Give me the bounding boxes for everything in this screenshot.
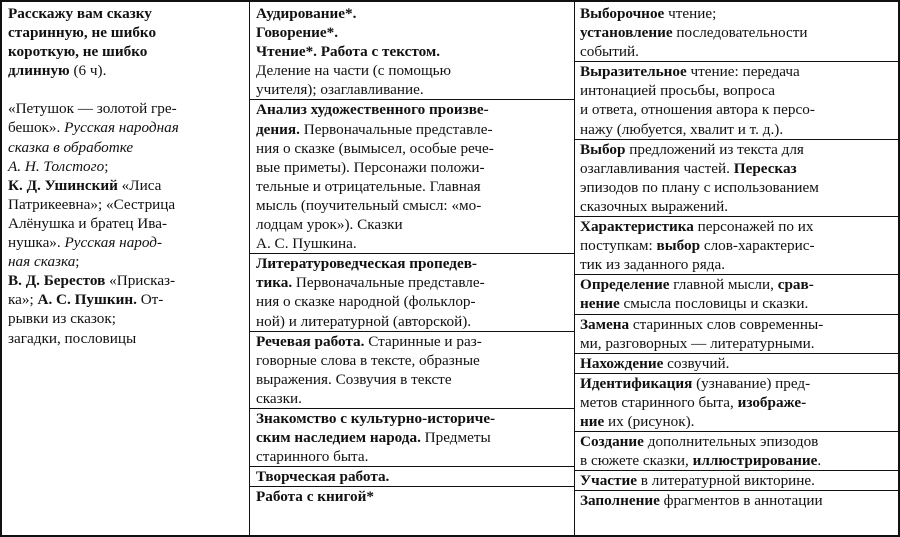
author-berestov: В. Д. Берестов [8, 272, 106, 290]
activity-text: их (рисунок). [604, 412, 695, 430]
activity-row-1 [580, 4, 895, 61]
speech-title: Речевая работа. [256, 332, 365, 350]
literary-section [250, 253, 574, 330]
reading-list [8, 99, 245, 347]
work-1-source: Русская народная сказка в обработке А. Н. Толстого [8, 119, 179, 175]
activity-keyword: установление [580, 24, 673, 42]
topic-column [2, 2, 249, 535]
activity-keyword: Заполнение [580, 492, 660, 510]
activity-keyword: Определение [580, 276, 670, 294]
activity-text: фрагментов в аннотации [659, 492, 823, 510]
spacer [8, 80, 245, 99]
activity-row-6 [575, 314, 898, 353]
activities-heading: Аудирование*. Говорение*. Чтение*. Работа с текстом. [256, 5, 441, 61]
activity-text: персонажей по их поступкам: [580, 218, 814, 255]
work-1-end: ; [104, 157, 109, 175]
activity-keyword: Выборочное [580, 5, 665, 22]
book-section [250, 486, 574, 506]
activity-text: (узнавание) пред- метов старинного быта, [580, 374, 811, 411]
analysis-text: Первоначальные представле- ния о сказке (вымысел, особые рече- вые приметы). Персонажи положи- тельные и отрицательные. Главная мысль (поучительный смысл: «мо- лодцам урок»). Сказки А. С. Пушкина. [256, 120, 494, 253]
activity-keyword: Нахождение [580, 354, 664, 372]
culture-section [250, 408, 574, 466]
literary-text: Первоначальные представле- ния о сказке народной (фольклор- ной) и литературной (авторской). [256, 274, 485, 330]
activity-text: старинных слов современны- ми, разговорных — литературными. [580, 315, 824, 352]
work-4-text: От- рывки из сказок; загадки, пословицы [8, 291, 164, 347]
activity-keyword: Пересказ [733, 159, 797, 177]
activities-column [574, 2, 898, 535]
activity-text: смысла пословицы и сказки. [619, 295, 809, 313]
activity-keyword: изображе- ние [580, 393, 807, 430]
activity-keyword: Идентификация [580, 374, 693, 392]
author-ushinsky: К. Д. Ушинский [8, 176, 118, 194]
activity-row-2 [575, 61, 898, 138]
topic-title: Расскажу вам сказку старинную, не шибко короткую, не шибко длинную [8, 5, 157, 80]
activity-text: предложений из текста для озаглавливания частей. [580, 140, 804, 177]
activity-keyword: Участие [580, 472, 637, 490]
activity-text: эпизодов по плану с использованием сказочных выражений. [580, 178, 819, 215]
activity-text: . [817, 452, 822, 470]
content-column [249, 2, 574, 535]
activity-row-9 [575, 431, 898, 470]
activity-keyword: Замена [580, 315, 630, 333]
book-title: Работа с книгой* [256, 488, 374, 506]
activities-text: Деление на части (с помощью учителя); озаглавливание. [256, 62, 451, 99]
creative-title: Творческая работа. [256, 468, 390, 486]
activity-keyword: Выбор [580, 140, 626, 158]
activity-row-5 [575, 274, 898, 313]
activity-text: чтение; [668, 5, 717, 22]
work-2-titles: «Лиса Патрикеевна»; «Сестрица Алёнушка и братец Ива- нушка». [8, 176, 176, 252]
literary-title: Литературоведческая пропедев- тика. [256, 255, 477, 292]
activity-row-3 [575, 139, 898, 216]
activity-row-4 [575, 216, 898, 274]
work-3-title: «Присказ- ка»; [8, 272, 176, 309]
activity-text: последовательности событий. [580, 24, 808, 61]
activity-keyword: иллюстрирование [692, 452, 818, 470]
activity-keyword: Характеристика [580, 218, 694, 236]
culture-title: Знакомство с культурно-историче- ским наследием народа. [256, 409, 496, 447]
author-pushkin: А. С. Пушкин. [37, 291, 137, 309]
activity-text: дополнительных эпизодов в сюжете сказки, [580, 433, 819, 470]
work-2-end: ; [75, 253, 80, 271]
creative-section [250, 466, 574, 486]
activity-text: чтение: передача интонацией просьбы, вопроса и ответа, отношения автора к персо- нажу (любуется, хвалит и т. д.). [580, 63, 815, 138]
speech-section [250, 331, 574, 408]
work-1-title: «Петушок — золотой гре- бешок». [8, 100, 177, 137]
activity-row-7 [575, 353, 898, 373]
speech-text: Старинные и раз- говорные слова в тексте, образные выражения. Созвучия в тексте сказки. [256, 332, 482, 407]
activity-text: главной мысли, [669, 276, 778, 294]
activity-text: слов-характерис- тик из заданного ряда. [580, 237, 815, 274]
activity-keyword: срав- нение [580, 276, 814, 313]
activity-keyword: Создание [580, 433, 644, 451]
activity-text: в литературной викторине. [637, 472, 815, 490]
analysis-section [250, 99, 574, 253]
activity-row-11 [575, 490, 898, 510]
activity-keyword: Выразительное [580, 63, 687, 81]
culture-text: Предметы старинного быта. [256, 429, 491, 466]
topic-hours: (6 ч). [69, 62, 107, 80]
activity-keyword: выбор [656, 237, 701, 255]
activity-row-8 [575, 373, 898, 431]
activities-block [256, 4, 570, 99]
analysis-title: Анализ художественного произве- дения. [256, 101, 489, 138]
activity-row-10 [575, 470, 898, 490]
work-2-source: Русская народ- ная сказка [8, 234, 163, 271]
activity-text: созвучий. [663, 354, 730, 372]
topic-title-block [8, 4, 245, 80]
